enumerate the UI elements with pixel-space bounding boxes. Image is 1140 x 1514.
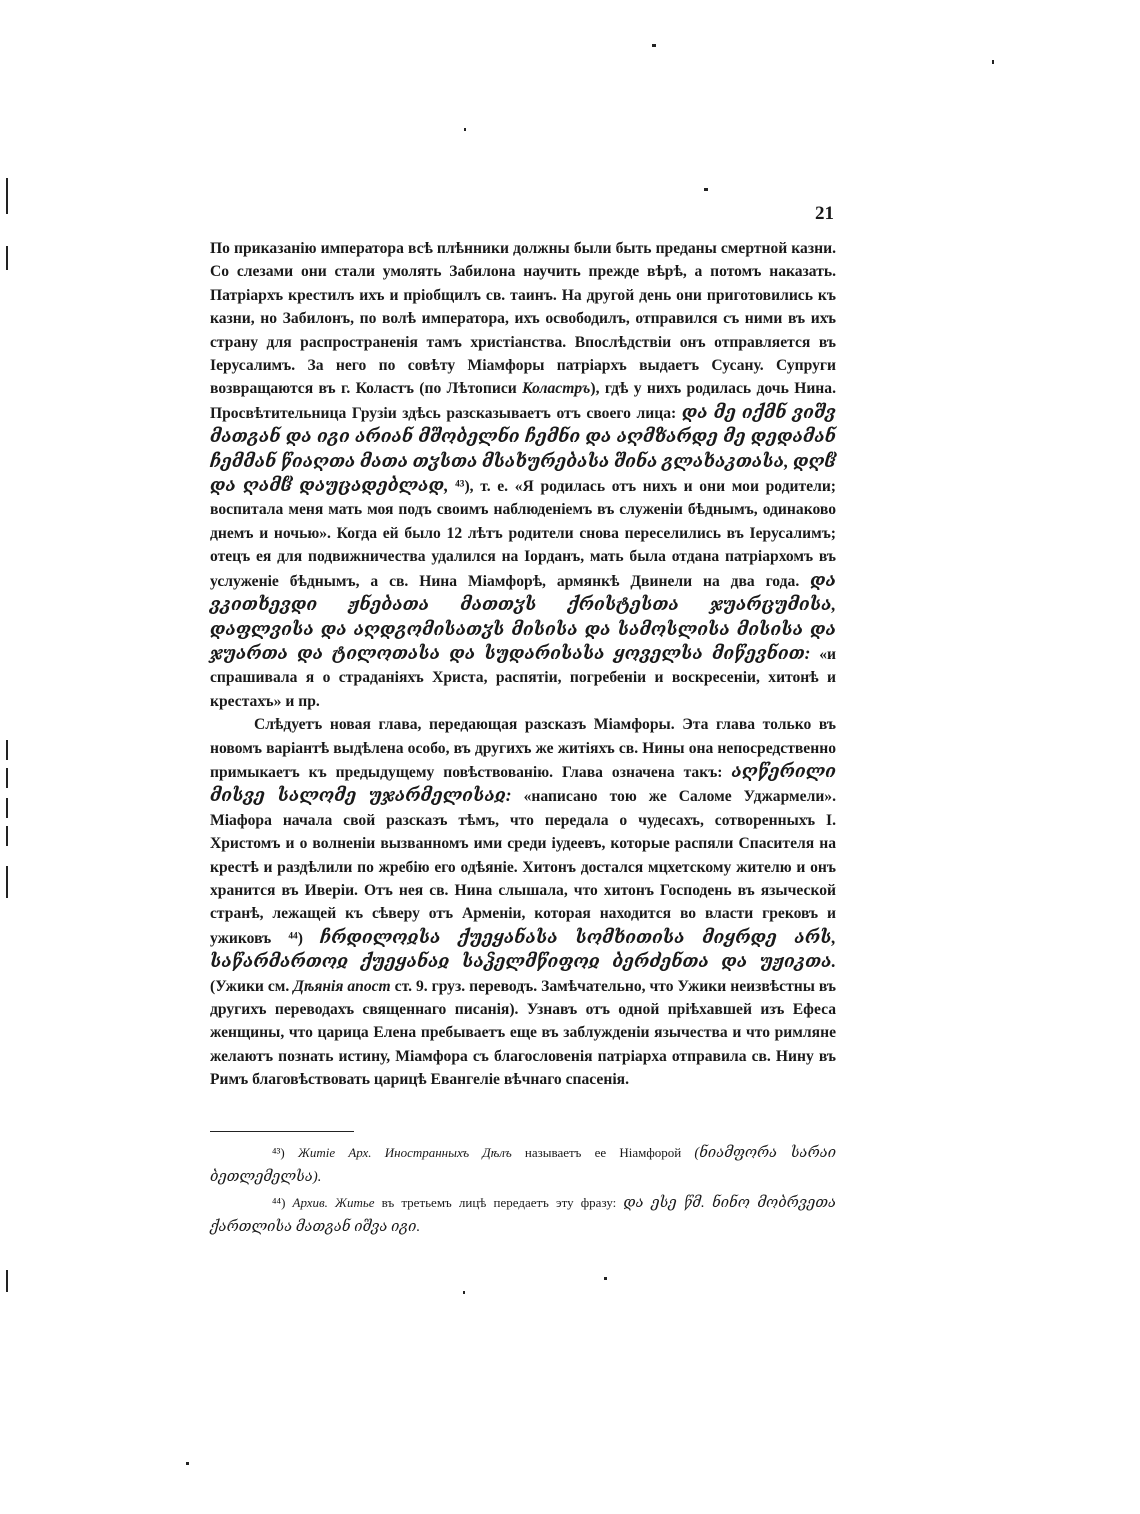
- text-span: ст. 9. груз. переводъ. Замѣчательно, что Ужики неизвѣстны въ другихъ переводахъ священнаго писанія). Узнавъ отъ одной пріѣхавшей изъ Ефеса женщины, что царица Елена пребываетъ еще въ заблужденіи язычества и что римляне желаютъ познать истину, Міамфора съ благословенія патріарха отправила св. Нину въ Римъ благовѣствовать царицѣ Евангеліе вѣчнаго спасенія.: [210, 977, 836, 1089]
- text-span: По приказанію императора всѣ плѣнники должны были быть преданы смертной казни. Со слезами они стали умолять Забилона научить прежде вѣрѣ, а потомъ наказать. Патріархъ крестилъ ихъ и пріобщилъ св. таинъ. На другой день они приготовились къ казни, но Забилонъ, по волѣ императора, ихъ освободилъ, отправился съ ними въ ихъ страну для распространенія тамъ христіанства. Впослѣдствіи онъ отправляется въ Іерусалимъ. За него по совѣту Міамфоры патріархъ выдаетъ Сусану. Супруги возвращаются въ г. Коластъ (по Лѣтописи: [210, 240, 836, 398]
- page-number: 21: [815, 203, 834, 224]
- scan-mark: [992, 60, 994, 64]
- footnotes: [210, 1141, 836, 1241]
- scan-mark: [463, 1291, 465, 1294]
- text-span: въ третьемъ лицѣ передаетъ эту фразу:: [374, 1195, 624, 1210]
- text-span: ⁴⁴): [272, 1195, 293, 1210]
- scan-mark: [652, 44, 656, 47]
- scan-mark: [6, 768, 8, 788]
- scan-mark: [186, 1462, 189, 1465]
- scan-mark: [6, 740, 8, 760]
- scan-mark: [704, 188, 708, 191]
- text-span-italic: Житіе Арх. Иностранныхъ Дѣлъ: [297, 1145, 512, 1160]
- scan-mark: [464, 128, 466, 131]
- scan-mark: [6, 798, 8, 818]
- georgian-quote: (ნიამფორა სარაი ბეთლემელსა).: [210, 1145, 836, 1185]
- paragraph: [210, 237, 836, 713]
- text-span: (Ужики см.: [210, 977, 294, 995]
- paragraph: [210, 713, 836, 1092]
- text-span-italic: Коластръ: [522, 380, 591, 398]
- text-span-italic: Дѣянія апост: [293, 977, 391, 995]
- text-span: «и спрашивала я о страданіяхъ Христа, распятіи, погребеніи и воскресеніи, хитонѣ и крестахъ» и пр.: [210, 645, 836, 710]
- text-span: ⁴³), т. е. «Я родилась отъ нихъ и они мои родители; воспитала меня мать моя подъ своимъ наблюденіемъ въ служеніи бѣднымъ, одинаково днемъ и ночью». Когда ей было 12 лѣтъ родители снова переселились въ Іерусалимъ; отецъ ея для подвижничества удалился на Іорданъ, мать была отдана патріархомъ въ услуженіе бѣднымъ, а св. Нина Міамфорѣ, армянкѣ Двинели на два года.: [210, 478, 836, 590]
- footnote: [210, 1191, 836, 1239]
- footnote-separator: [210, 1131, 354, 1132]
- georgian-quote: და ესე წმ. ნინო მობრვეთა ქართლისა მათგან იშვა იგი.: [210, 1195, 837, 1235]
- scan-mark: [6, 246, 8, 270]
- text-span: Слѣдуетъ новая глава, передающая разсказъ Міамфоры. Эта глава только въ новомъ варіантѣ выдѣлена особо, въ другихъ же житіяхъ св. Нины она непосредственно примыкаетъ къ предыдущему повѣствованію. Глава означена такъ:: [210, 716, 836, 781]
- text-span: «написано тою же Саломе Уджармели». Міафора начала свой разсказъ тѣмъ, что передала о чудесахъ, сотворенныхъ І. Христомъ и о волненіи вызванномъ ими среди іудеевъ, которые распяли Спасителя на крестѣ и раздѣлили по жребію его одѣяніе. Хитонъ достался мцхетскому жителю и онъ хранится въ Иверіи. Отъ нея св. Нина слышала, что хитонъ Господень въ языческой странѣ, лежащей къ сѣверу отъ Арменіи, которая находится во власти грековъ и ужиковъ ⁴⁴): [210, 788, 836, 947]
- text-span: называетъ ее Ніамфорой: [511, 1145, 695, 1160]
- scan-mark: [6, 178, 8, 214]
- text-span: ⁴³): [272, 1145, 298, 1160]
- georgian-quote: და მე იქმნ ვიშვ მათგან და იგი არიან მშობელნი ჩემნი და აღმზარდე მე დედამან ჩემმან წიაღთა მათა თჳსთა მსახურებასა შინა გლახაკთასა, დღჱ და ღამჱ დაუცადებლად,: [210, 401, 836, 496]
- main-text: [210, 237, 836, 1092]
- text-span: ), гдѣ у нихъ родилась дочь Нина. Просвѣтительница Грузіи здѣсь разсказываетъ отъ своего лица:: [210, 380, 836, 422]
- scan-mark: [6, 826, 8, 846]
- scan-mark: [6, 866, 8, 898]
- footnote: [210, 1141, 836, 1189]
- georgian-quote: და ვკითხევდი ჟნებათა მათთჳს ქრისტესთა ჯუარცუმისა, დაფლვისა და აღდგომისათჳს მისისა და სამოსლისა მისისა და ჯუართა და ტილოთასა და სუდარისასა ყოველსა მიწევნით:: [210, 569, 836, 663]
- scan-mark: [604, 1277, 607, 1280]
- text-span-italic: Архив. Житье: [292, 1195, 375, 1210]
- georgian-quote: აღწერილი მისვე სალომე უჯარმელისაჲ:: [210, 760, 836, 806]
- georgian-quote: ჩრდილოჲსა ქუეყანასა სომხითისა მიყრდე არს, საწარმართოჲ ქუეყანაჲ საჴელმწიფოჲ ბერძენთა და უჟიკთა.: [210, 926, 836, 972]
- scan-mark: [6, 1270, 8, 1292]
